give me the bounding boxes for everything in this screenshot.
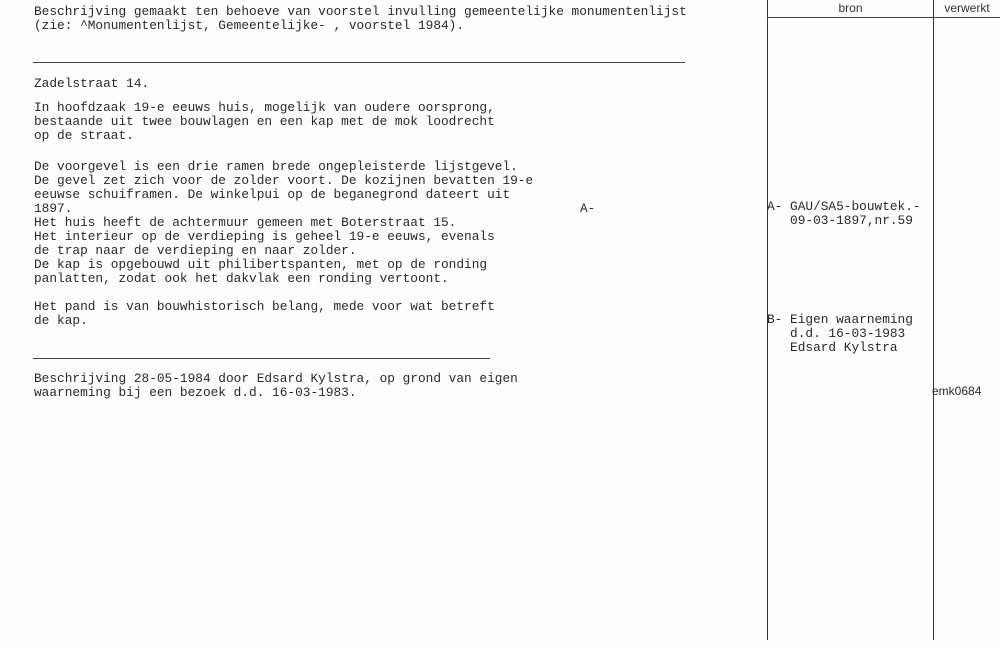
para-line: panlatten, zodat ook het dakvlak een ronding vertoont.	[34, 271, 449, 286]
para-line: De gevel zet zich voor de zolder voort. De kozijnen bevatten 19-e	[34, 173, 534, 188]
source-b-line: B- Eigen waarneming	[767, 312, 913, 327]
para-line: op de straat.	[34, 128, 134, 143]
source-a-line: A- GAU/SA5-bouwtek.-	[767, 199, 921, 214]
column-divider-verwerkt	[933, 0, 934, 640]
header-rule	[767, 17, 1000, 18]
para-line: bestaande uit twee bouwlagen en een kap met de mok loodrecht	[34, 114, 495, 129]
para-line: Het huis heeft de achtermuur gemeen met Boterstraat 15.	[34, 215, 457, 230]
para-line: de kap.	[34, 313, 88, 328]
source-a-line: 09-03-1897,nr.59	[767, 213, 913, 228]
para-line: De voorgevel is een drie ramen brede ongepleisterde lijstgevel.	[34, 159, 518, 174]
para-line: De kap is opgebouwd uit philibertspanten, met op de ronding	[34, 257, 488, 272]
para-line: 1897.	[34, 201, 73, 216]
intro-line: Beschrijving gemaakt ten behoeve van voorstel invulling gemeentelijke monumentenlijst	[34, 4, 687, 19]
footer-line: waarneming bij een bezoek d.d. 16-03-1983.	[34, 385, 357, 400]
intro-line: (zie: ^Monumentenlijst, Gemeentelijke- , voorstel 1984).	[34, 18, 465, 33]
verwerkt-code: emk0684	[932, 384, 982, 398]
address: Zadelstraat 14.	[34, 76, 150, 91]
divider	[33, 62, 685, 63]
source-marker-a: A-	[580, 201, 596, 216]
source-b-line: d.d. 16-03-1983	[767, 326, 906, 341]
source-b-line: Edsard Kylstra	[767, 340, 898, 355]
para-line: de trap naar de verdieping en naar zolder.	[34, 243, 357, 258]
divider	[33, 358, 490, 359]
para-line: eeuwse schuiframen. De winkelpui op de beganegrond dateert uit	[34, 187, 511, 202]
footer-line: Beschrijving 28-05-1984 door Edsard Kylstra, op grond van eigen	[34, 371, 518, 386]
column-header-bron: bron	[838, 1, 863, 15]
para-line: In hoofdzaak 19-e eeuws huis, mogelijk van oudere oorsprong,	[34, 100, 495, 115]
para-line: Het interieur op de verdieping is geheel 19-e eeuws, evenals	[34, 229, 495, 244]
column-header-verwerkt: verwerkt	[944, 1, 990, 15]
para-line: Het pand is van bouwhistorisch belang, mede voor wat betreft	[34, 299, 495, 314]
